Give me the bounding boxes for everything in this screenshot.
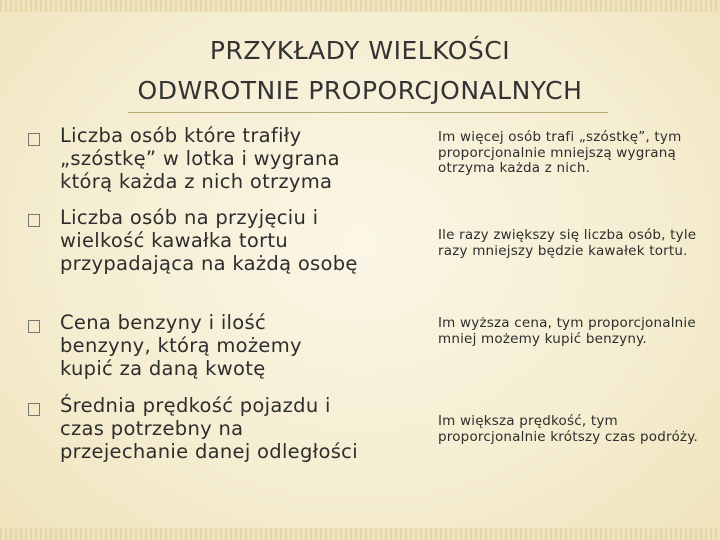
bullet-box-icon: [28, 320, 40, 333]
example-left-text: Liczba osób na przyjęciu i wielkość kawałka tortu przypadająca na każdą osobę: [60, 206, 358, 275]
bullet-box-icon: [28, 214, 40, 227]
bullet-box-icon: [28, 133, 40, 146]
title-underline: [128, 112, 608, 113]
bullet-box-icon: [28, 403, 40, 416]
example-left-text: Cena benzyny i ilość benzyny, którą możemy kupić za daną kwotę: [60, 311, 302, 380]
example-left-text: Średnia prędkość pojazdu i czas potrzebny na przejechanie danej odległości: [60, 394, 358, 463]
top-decorative-stripe: [0, 0, 720, 12]
example-explanation-text: Ile razy zwiększy się liczba osób, tyle razy mniejszy będzie kawałek tortu.: [438, 227, 697, 259]
example-explanation-text: Im większa prędkość, tym proporcjonalnie krótszy czas podróży.: [438, 413, 698, 445]
example-explanation-text: Im więcej osób trafi „szóstkę”, tym proporcjonalnie mniejszą wygraną otrzyma każda z nich.: [438, 129, 682, 176]
example-left-text: Liczba osób które trafiły „szóstkę” w lotka i wygrana którą każda z nich otrzyma: [60, 124, 340, 193]
bottom-decorative-stripe: [0, 528, 720, 540]
example-explanation-text: Im wyższa cena, tym proporcjonalnie mniej możemy kupić benzyny.: [438, 315, 696, 347]
slide-title-line-1: PRZYKŁADY WIELKOŚCI: [209, 36, 511, 65]
slide-title-line-2: ODWROTNIE PROPORCJONALNYCH: [137, 76, 583, 105]
